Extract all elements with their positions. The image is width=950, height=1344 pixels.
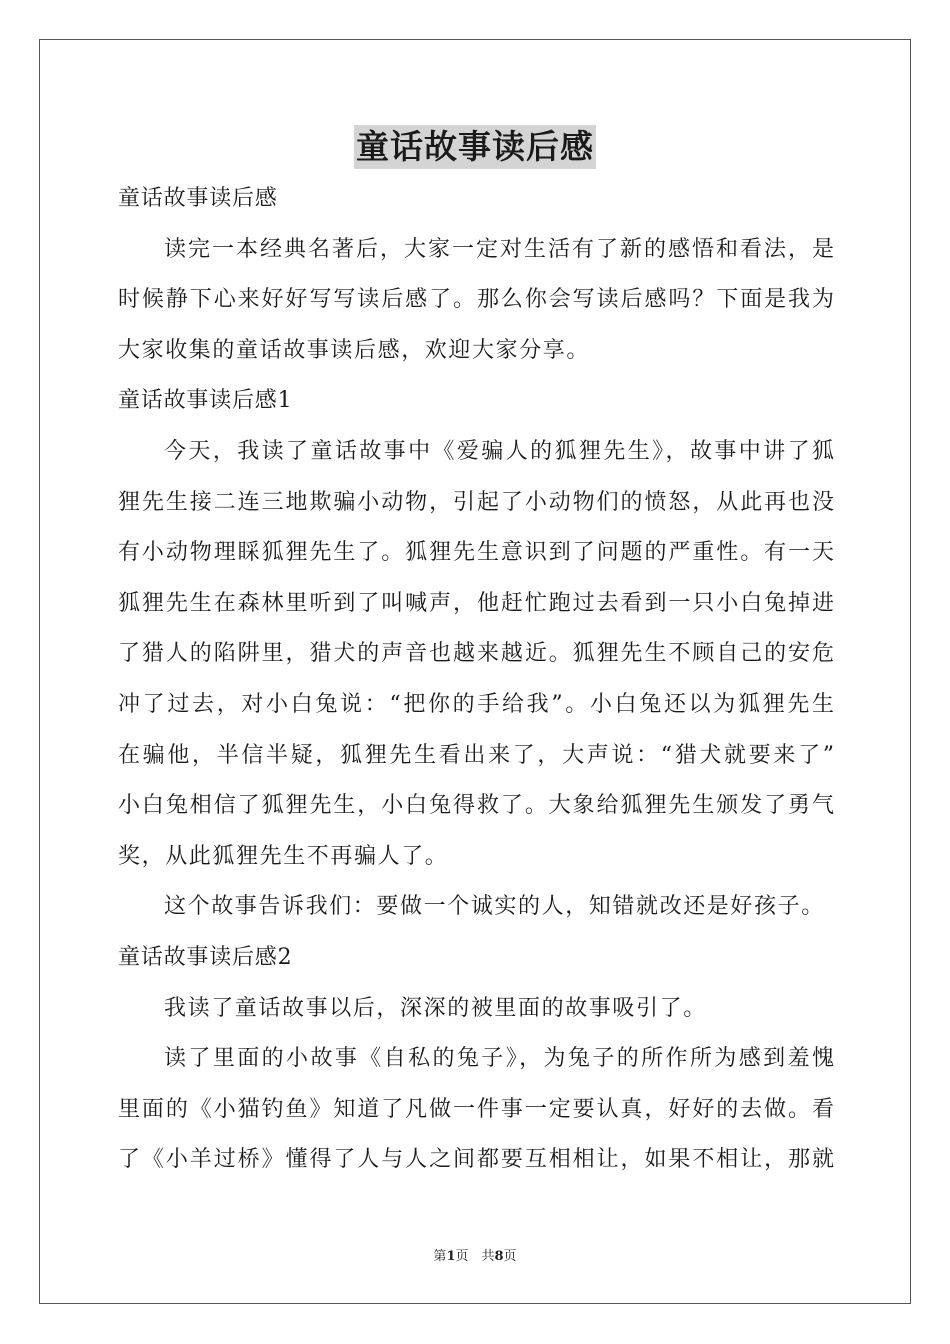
paragraph-line: 读完一本经典名著后，大家一定对生活有了新的感悟和看法，是 [164, 236, 834, 262]
section-heading: 童话故事读后感2 [118, 944, 293, 970]
section-heading: 童话故事读后感 [118, 186, 278, 211]
page-footer [0, 1245, 950, 1264]
footer-page-number: 1 [446, 1249, 456, 1264]
paragraph-line: 小白兔相信了狐狸先生，小白兔得救了。大象给狐狸先生颁发了勇气 [118, 793, 834, 819]
paragraph-line: 时候静下心来好好写写读后感了。那么你会写读后感吗？下面是我为 [118, 287, 834, 313]
paragraph-line: 今天，我读了童话故事中《爱骗人的狐狸先生》，故事中讲了狐 [164, 438, 834, 464]
footer-suffix: 页 [503, 1249, 517, 1264]
paragraph-line: 狐狸先生在森林里听到了叫喊声，他赶忙跑过去看到一只小白兔掉进 [118, 590, 834, 616]
footer-total-pages: 8 [494, 1249, 504, 1264]
footer-prefix: 第 [433, 1249, 447, 1264]
document-body [118, 174, 834, 1186]
paragraph-line: 了《小羊过桥》懂得了人与人之间都要互相相让，如果不相让，那就 [118, 1147, 834, 1173]
paragraph-line: 大家收集的童话故事读后感，欢迎大家分享。 [118, 337, 591, 363]
paragraph-line: 冲了过去，对小白兔说：“把你的手给我”。小白兔还以为狐狸先生 [118, 691, 834, 717]
paragraph-line: 奖，从此狐狸先生不再骗人了。 [118, 843, 449, 869]
footer-mid: 页 共 [455, 1249, 495, 1264]
title-container [0, 125, 950, 169]
section-heading: 童话故事读后感1 [118, 388, 293, 414]
paragraph-line: 有小动物理睬狐狸先生了。狐狸先生意识到了问题的严重性。有一天 [118, 540, 834, 566]
paragraph-line: 狸先生接二连三地欺骗小动物，引起了小动物们的愤怒，从此再也没 [118, 489, 834, 515]
paragraph-line: 这个故事告诉我们：要做一个诚实的人，知错就改还是好孩子。 [164, 894, 825, 920]
paragraph-line: 我读了童话故事以后，深深的被里面的故事吸引了。 [164, 995, 707, 1021]
paragraph-line: 了猎人的陷阱里，猎犬的声音也越来越近。狐狸先生不顾自己的安危 [118, 641, 834, 667]
paragraph-line: 里面的《小猫钓鱼》知道了凡做一件事一定要认真，好好的去做。看 [118, 1096, 834, 1122]
paragraph-line: 在骗他，半信半疑，狐狸先生看出来了，大声说：“猎犬就要来了” [118, 742, 834, 768]
document-title: 童话故事读后感 [354, 125, 596, 169]
paragraph-line: 读了里面的小故事《自私的兔子》，为兔子的所作所为感到羞愧 [164, 1046, 834, 1072]
